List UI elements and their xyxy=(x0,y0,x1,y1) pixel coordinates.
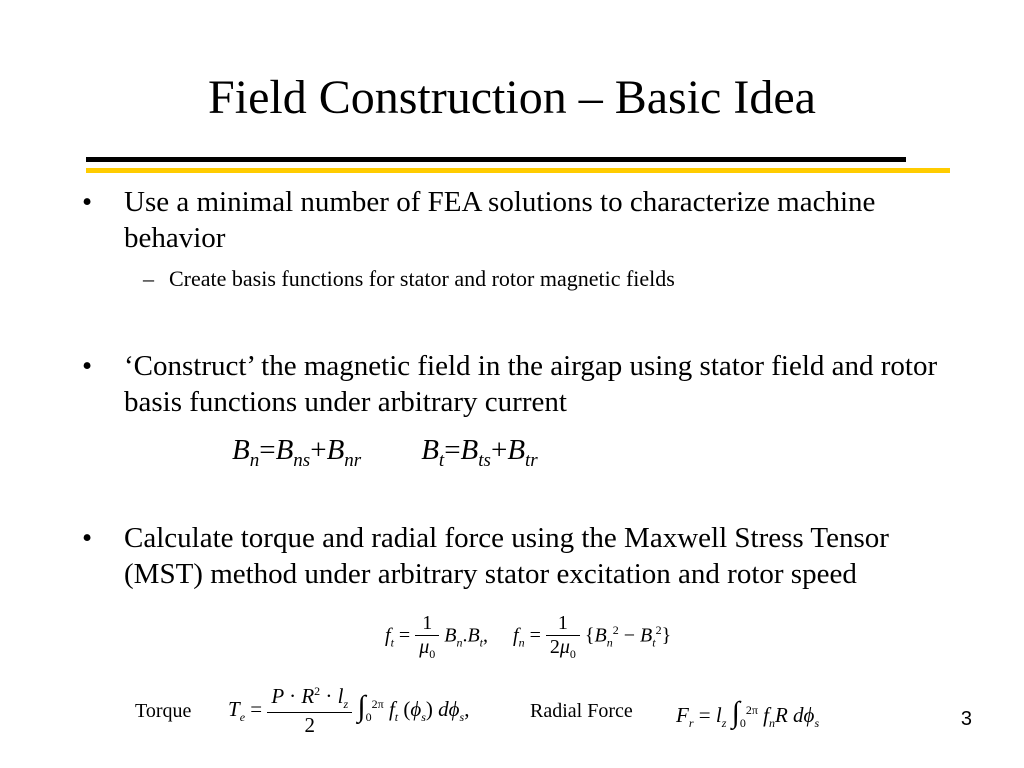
radial-force-equation: $F_r = l_z$ $\int_0^{2\pi}$ $f_nR$ $d\phi_s$ xyxy=(676,696,820,731)
bullet-marker: • xyxy=(82,522,93,554)
torque-equation: $T_e$ = $\frac{P \cdot R^2 \cdot l_z}{2}$ $\int_0^{2\pi}$ $f_t$ $(\phi_s)$ $d\phi_s$, xyxy=(228,684,470,738)
bullet-text: ‘Construct’ the magnetic field in the airgap using stator field and rotor basis functions under arbitrary current xyxy=(124,350,938,418)
sub-bullet-marker: – xyxy=(143,266,154,291)
bullet-text: Use a minimal number of FEA solutions to characterize machine behavior xyxy=(124,186,876,254)
force-density-equations: $f_t$ = $\frac{1}{\mu_0}$ $B_n.B_t$, $f_n$ = $\frac{1}{2\mu_0}$ $\{B_n^2 - B_t^2\}$ xyxy=(385,612,672,661)
torque-row xyxy=(135,700,191,723)
field-equations: $B_n=B_{ns}+B_{nr}$ $B_t=B_{ts}+B_{tr}$ xyxy=(232,434,538,471)
title-underline-black xyxy=(86,157,906,162)
bullet-marker: • xyxy=(82,186,93,218)
radial-force-row xyxy=(530,700,633,723)
slide-title: Field Construction – Basic Idea xyxy=(208,71,816,124)
sub-bullet-text: Create basis functions for stator and rotor magnetic fields xyxy=(169,266,675,291)
bullet-marker: • xyxy=(82,350,93,382)
radial-force-label: Radial Force xyxy=(530,700,633,722)
title-underline-yellow xyxy=(86,168,950,173)
slide-number: 3 xyxy=(960,708,972,730)
torque-label: Torque xyxy=(135,700,192,722)
bullet-text: Calculate torque and radial force using the Maxwell Stress Tensor (MST) method under arbitrary stator excitation and rotor speed xyxy=(124,522,889,590)
